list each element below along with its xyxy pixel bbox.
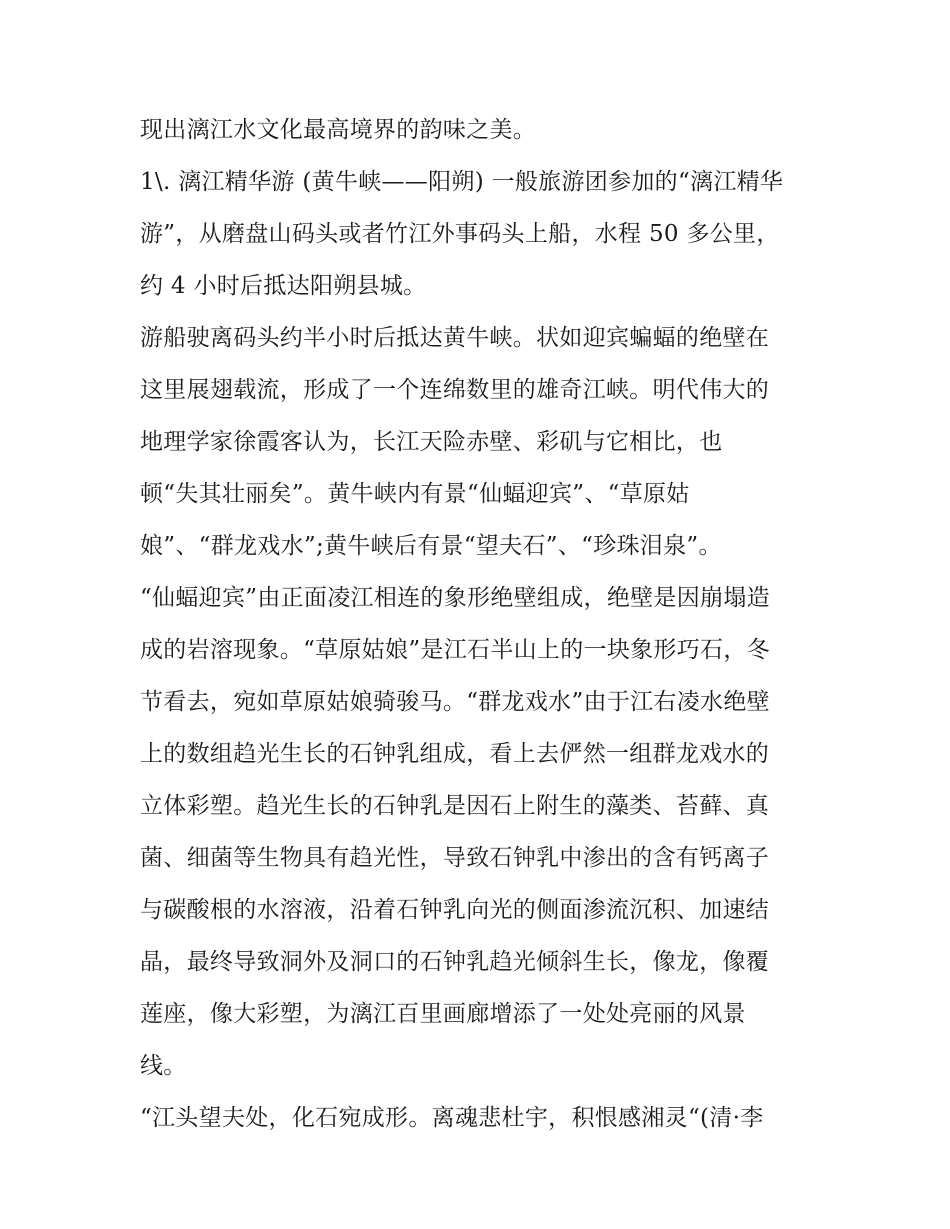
- text-line: 1\. 漓江精华游 (黄牛峡——阳朔) 一般旅游团参加的“漓江精华: [140, 169, 784, 195]
- text-line: 晶，最终导致洞外及洞口的石钟乳趋光倾斜生长，像龙，像覆: [140, 949, 770, 975]
- text-line: “仙蝠迎宾”由正面凌江相连的象形绝壁组成，绝壁是因崩塌造: [140, 585, 770, 611]
- text-line: 娘”、“群龙戏水”;黄牛峡后有景“望夫石”、“珍珠泪泉”。: [140, 533, 722, 559]
- text-line: 菌、细菌等生物具有趋光性，导致石钟乳中渗出的含有钙离子: [140, 845, 770, 871]
- text-line: 节看去，宛如草原姑娘骑骏马。“群龙戏水”由于江右凌水绝壁: [140, 689, 770, 715]
- text-line: “江头望夫处，化石宛成形。离魂悲杜宇，积恨感湘灵“(清·李: [140, 1105, 764, 1131]
- body-text: [140, 110, 820, 1150]
- text-line: 游”，从磨盘山码头或者竹江外事码头上船，水程 50 多公里，: [140, 221, 780, 247]
- text-line: 现出漓江水文化最高境界的韵味之美。: [140, 117, 537, 143]
- text-line: 这里展翅载流，形成了一个连绵数里的雄奇江峡。明代伟大的: [140, 377, 770, 403]
- text-line: 与碳酸根的水溶液，沿着石钟乳向光的侧面渗流沉积、加速结: [140, 897, 770, 923]
- text-line: 顿“失其壮丽矣”。黄牛峡内有景“仙蝠迎宾”、“草原姑: [140, 481, 690, 507]
- text-line: 线。: [140, 1053, 187, 1079]
- text-line: 立体彩塑。趋光生长的石钟乳是因石上附生的藻类、苔藓、真: [140, 793, 770, 819]
- text-line: 地理学家徐霞客认为，长江天险赤壁、彩矶与它相比，也: [140, 429, 723, 455]
- text-line: 约 4 小时后抵达阳朔县城。: [140, 273, 427, 299]
- text-line: 游船驶离码头约半小时后抵达黄牛峡。状如迎宾蝙蝠的绝壁在: [140, 325, 770, 351]
- text-line: 成的岩溶现象。“草原姑娘”是江石半山上的一块象形巧石，冬: [140, 637, 770, 663]
- text-line: 上的数组趋光生长的石钟乳组成，看上去俨然一组群龙戏水的: [140, 741, 770, 767]
- text-line: 莲座，像大彩塑，为漓江百里画廊增添了一处处亮丽的风景: [140, 1001, 746, 1027]
